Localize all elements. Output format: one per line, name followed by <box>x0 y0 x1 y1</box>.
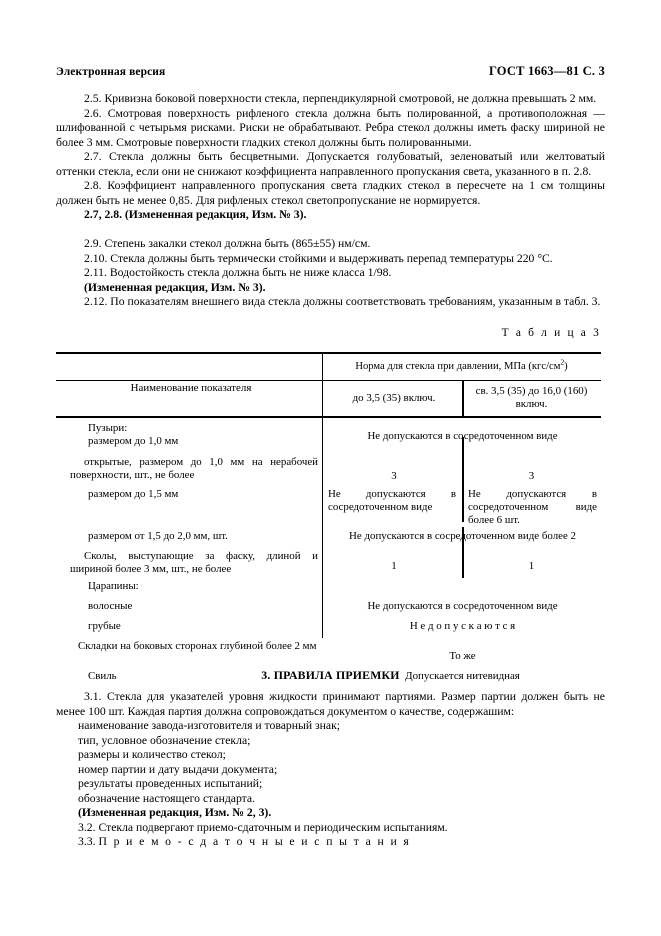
value-bubbles-15-left: Не допускаются в сосредоточенном виде <box>328 488 456 514</box>
table-subheader-right: св. 3,5 (35) до 16,0 (160) включ. <box>475 385 588 411</box>
clause-3-2: 3.2. Стекла подвергают приемо-сдаточным и периодическим испытаниям. <box>78 820 448 834</box>
row-chips: Сколы, выступающие за фаску, длиной и шириной более 3 мм, шт., не более <box>70 550 318 576</box>
table-caption: Т а б л и ц а 3 <box>501 327 601 339</box>
value-cord: Допускается нитевидная <box>405 670 520 682</box>
section-3-note: (Измененная редакция, Изм. № 2, 3). <box>78 806 272 820</box>
clause-3-3 <box>56 835 605 850</box>
clause-2-10: 2.10. Стекла должны быть термически стойкими и выдерживать перепад температуры 220 °С. <box>84 251 553 265</box>
section-3-heading: 3. ПРАВИЛА ПРИЕМКИ <box>261 668 400 682</box>
doc-item-1: тип, условное обозначение стекла; <box>78 733 251 747</box>
clause-3-3-text: П р и е м о - с д а т о ч н ы е и с п ы т а н и я <box>98 835 411 849</box>
doc-item-3: номер партии и дату выдачи документа; <box>78 762 278 776</box>
table-rule-top <box>56 352 601 354</box>
table-header-name: Наименование показателя <box>130 382 252 394</box>
table-rule-subheader <box>56 380 601 381</box>
value-chips-right: 1 <box>528 560 535 572</box>
clause-block-mid <box>56 237 605 310</box>
clause-3-3-number: 3.3. <box>78 835 99 849</box>
clause-note-1: 2.7, 2.8. (Измененная редакция, Изм. № 3). <box>84 208 307 222</box>
value-bubbles-15-20: Не допускаются в сосредоточенном виде более 2 <box>349 530 576 542</box>
doc-item-5: обозначение настоящего стандарта. <box>78 791 256 805</box>
clause-2-12: 2.12. По показателям внешнего вида стекла должны соответствовать требованиям, указанным в табл. 3. <box>84 295 601 309</box>
table-vline-col1-body <box>322 418 323 638</box>
value-bubbles-open-left: 3 <box>391 470 397 482</box>
document-page <box>56 0 605 936</box>
clause-3-1: 3.1. Стекла для указателей уровня жидкости принимают партиями. Размер партии должен быть не менее 100 шт. Каждая партия должна сопровождаться документом о качестве, содержашим: <box>56 690 605 718</box>
running-header-left: Электронная версия <box>56 66 166 78</box>
row-bubbles-open: открытые, размером до 1,0 мм на нерабочей поверхности, шт., не более <box>70 456 318 482</box>
row-scratches-label: Царапины: <box>88 580 139 592</box>
value-bubbles-1: Не допускаются в сосредоточенном виде <box>367 430 558 442</box>
row-cord: Свиль <box>88 670 117 682</box>
value-chips-left: 1 <box>391 560 397 572</box>
row-folds: Складки на боковых сторонах глубиной более 2 мм <box>78 640 317 652</box>
clause-2-11: 2.11. Водостойкость стекла должна быть не ниже класса 1/98. <box>84 266 392 280</box>
running-header-right: ГОСТ 1663—81 С. 3 <box>488 64 605 78</box>
doc-item-0: наименование завода-изготовителя и товарный знак; <box>78 719 341 733</box>
clause-block-upper <box>56 92 605 223</box>
table-rule-header-bottom <box>56 416 601 418</box>
doc-item-4: результаты проведенных испытаний; <box>78 777 263 791</box>
section-3-body <box>56 690 605 850</box>
value-bubbles-15-right: Не допускаются в сосредоточенном виде более 6 шт. <box>468 488 597 527</box>
clause-note-2: (Измененная редакция, Изм. № 3). <box>84 280 266 294</box>
table-vline-subcol-seg1 <box>462 437 464 522</box>
value-scratches-hair: Не допускаются в сосредоточенном виде <box>367 600 558 612</box>
value-bubbles-open-right: 3 <box>528 470 535 482</box>
row-scratches-hair: волосные <box>88 600 133 612</box>
running-header <box>56 64 605 79</box>
clause-2-9: 2.9. Степень закалки стекол должна быть (865±55) нм/см. <box>84 237 371 250</box>
clause-2-5: 2.5. Кривизна боковой поверхности стекла, перпендикулярной смотровой, не должна превышать 2 мм. <box>84 92 597 105</box>
row-scratches-rough: грубые <box>88 620 121 632</box>
table-vline-subcol-header <box>462 380 464 416</box>
clause-2-8: 2.8. Коэффициент направленного пропускания света гладких стекол в пересчете на 1 см толщины должен быть не менее 0,85. Для рифленых стекол светопропускание не нормируется. <box>56 179 605 207</box>
clause-2-7: 2.7. Стекла должны быть бесцветными. Допускается голубоватый, зеленоватый или желтоватый оттенки стекла, если они не снижают коэффициента направленного пропускания света, указанного в п. 2.8. <box>56 150 605 178</box>
row-bubbles-label: Пузыри: <box>88 422 128 434</box>
clause-2-6: 2.6. Смотровая поверхность рифленого стекла должна быть полированной, а противоположная — шлифованной с четырьмя рисками. Риски не обрабатывают. Ребра стекол должны иметь фаску шириной не более 3 мм. Смотровые поверхности гладких стекол должны быть полированными. <box>56 106 605 149</box>
row-bubbles-1: размером до 1,0 мм <box>88 435 179 447</box>
value-scratches-rough: Н е д о п у с к а ю т с я <box>409 620 516 632</box>
value-folds: То же <box>449 650 476 662</box>
table-subheader-left: до 3,5 (35) включ. <box>352 392 436 404</box>
row-bubbles-15-20: размером от 1,5 до 2,0 мм, шт. <box>88 530 228 542</box>
row-bubbles-15: размером до 1,5 мм <box>88 488 179 500</box>
table-vline-col1-header <box>322 352 323 416</box>
table-header-norm: Норма для стекла при давлении, МПа $(кгс/см^2)$ <box>355 357 568 372</box>
doc-item-2: размеры и количество стекол; <box>78 748 226 762</box>
